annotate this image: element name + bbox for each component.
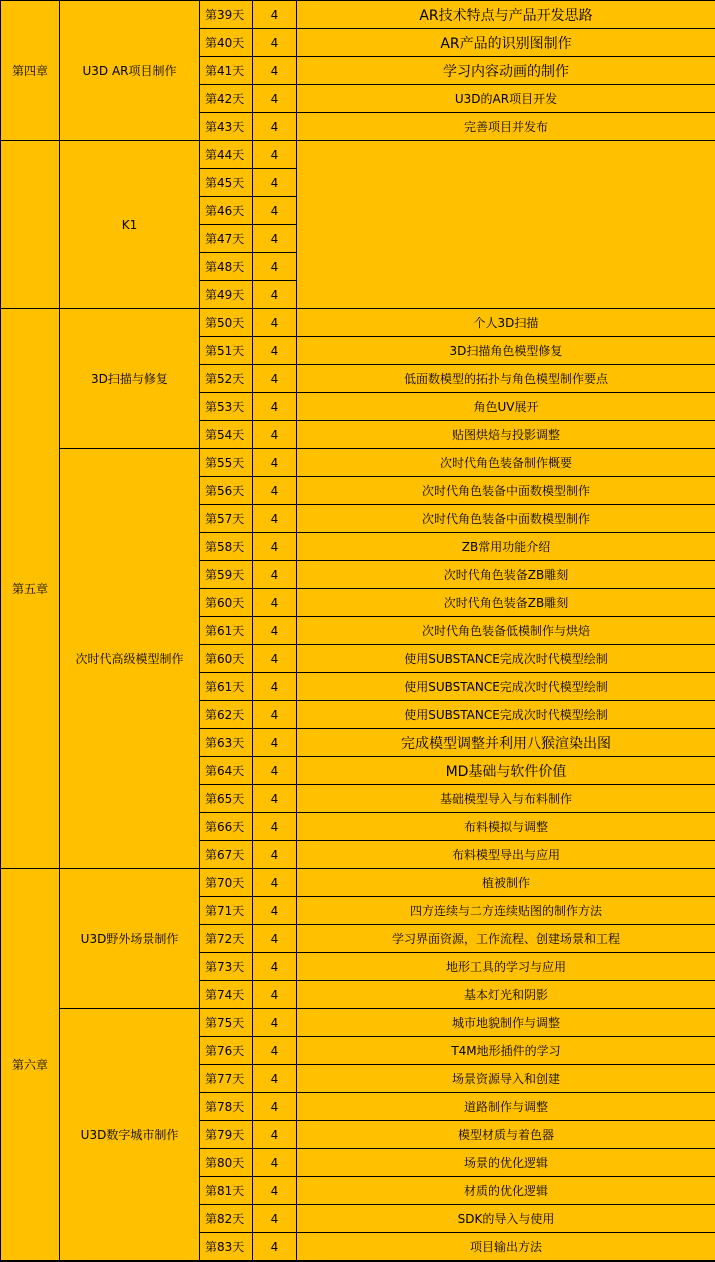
topic-cell: 次时代角色装备ZB雕刻	[297, 561, 715, 589]
day-cell: 第76天	[200, 1037, 253, 1065]
day-cell: 第65天	[200, 785, 253, 813]
topic-cell: 3D扫描角色模型修复	[297, 337, 715, 365]
topic-cell: 植被制作	[297, 869, 715, 897]
module-cell: 3D扫描与修复	[60, 309, 200, 449]
day-cell: 第46天	[200, 197, 253, 225]
topic-cell: 地形工具的学习与应用	[297, 953, 715, 981]
day-cell: 第72天	[200, 925, 253, 953]
topic-cell: 场景的优化逻辑	[297, 1149, 715, 1177]
chapter-cell: 第四章	[1, 1, 60, 141]
hours-cell: 4	[253, 505, 297, 533]
hours-cell: 4	[253, 1149, 297, 1177]
hours-cell: 4	[253, 1065, 297, 1093]
day-cell: 第80天	[200, 1149, 253, 1177]
day-cell: 第39天	[200, 1, 253, 29]
table-row	[1, 309, 715, 337]
hours-cell: 4	[253, 365, 297, 393]
day-cell: 第57天	[200, 505, 253, 533]
topic-cell: 基本灯光和阴影	[297, 981, 715, 1009]
table-row	[1, 449, 715, 477]
day-cell: 第60天	[200, 589, 253, 617]
day-cell: 第55天	[200, 449, 253, 477]
hours-cell: 4	[253, 1233, 297, 1261]
hours-cell: 4	[253, 197, 297, 225]
topic-cell: 贴图烘焙与投影调整	[297, 421, 715, 449]
hours-cell: 4	[253, 477, 297, 505]
topic-cell	[297, 141, 715, 309]
table-row	[1, 1, 715, 29]
topic-cell: 场景资源导入和创建	[297, 1065, 715, 1093]
topic-cell: 四方连续与二方连续贴图的制作方法	[297, 897, 715, 925]
hours-cell: 4	[253, 29, 297, 57]
hours-cell: 4	[253, 1093, 297, 1121]
day-cell: 第71天	[200, 897, 253, 925]
topic-cell: 次时代角色装备中面数模型制作	[297, 505, 715, 533]
hours-cell: 4	[253, 785, 297, 813]
topic-cell: 角色UV展开	[297, 393, 715, 421]
hours-cell: 4	[253, 841, 297, 869]
hours-cell: 4	[253, 169, 297, 197]
hours-cell: 4	[253, 1121, 297, 1149]
hours-cell: 4	[253, 925, 297, 953]
topic-cell: ZB常用功能介绍	[297, 533, 715, 561]
hours-cell: 4	[253, 393, 297, 421]
topic-cell: 模型材质与着色器	[297, 1121, 715, 1149]
day-cell: 第79天	[200, 1121, 253, 1149]
hours-cell: 4	[253, 225, 297, 253]
topic-cell: 次时代角色装备制作概要	[297, 449, 715, 477]
hours-cell: 4	[253, 309, 297, 337]
topic-cell: 基础模型导入与布料制作	[297, 785, 715, 813]
topic-cell: 使用SUBSTANCE完成次时代模型绘制	[297, 673, 715, 701]
day-cell: 第78天	[200, 1093, 253, 1121]
hours-cell: 4	[253, 113, 297, 141]
day-cell: 第54天	[200, 421, 253, 449]
topic-cell: 使用SUBSTANCE完成次时代模型绘制	[297, 645, 715, 673]
day-cell: 第53天	[200, 393, 253, 421]
hours-cell: 4	[253, 589, 297, 617]
topic-cell: SDK的导入与使用	[297, 1205, 715, 1233]
module-cell: U3D AR项目制作	[60, 1, 200, 141]
table-row	[1, 1009, 715, 1037]
day-cell: 第41天	[200, 57, 253, 85]
day-cell: 第58天	[200, 533, 253, 561]
table-row	[1, 869, 715, 897]
hours-cell: 4	[253, 421, 297, 449]
topic-cell: 城市地貌制作与调整	[297, 1009, 715, 1037]
chapter-cell: 第五章	[1, 309, 60, 869]
day-cell: 第60天	[200, 645, 253, 673]
day-cell: 第66天	[200, 813, 253, 841]
day-cell: 第42天	[200, 85, 253, 113]
hours-cell: 4	[253, 729, 297, 757]
hours-cell: 4	[253, 1009, 297, 1037]
hours-cell: 4	[253, 701, 297, 729]
table-row	[1, 141, 715, 169]
day-cell: 第51天	[200, 337, 253, 365]
topic-cell: 次时代角色装备ZB雕刻	[297, 589, 715, 617]
hours-cell: 4	[253, 869, 297, 897]
topic-cell: 次时代角色装备中面数模型制作	[297, 477, 715, 505]
day-cell: 第48天	[200, 253, 253, 281]
topic-cell: 布料模拟与调整	[297, 813, 715, 841]
day-cell: 第59天	[200, 561, 253, 589]
topic-cell: MD基础与软件价值	[297, 757, 715, 785]
day-cell: 第75天	[200, 1009, 253, 1037]
day-cell: 第61天	[200, 617, 253, 645]
hours-cell: 4	[253, 281, 297, 309]
topic-cell: 学习界面资源，工作流程、创建场景和工程	[297, 925, 715, 953]
hours-cell: 4	[253, 57, 297, 85]
module-cell: U3D数字城市制作	[60, 1009, 200, 1261]
topic-cell: T4M地形插件的学习	[297, 1037, 715, 1065]
chapter-cell: 第六章	[1, 869, 60, 1261]
module-cell: 次时代高级模型制作	[60, 449, 200, 869]
topic-cell: 材质的优化逻辑	[297, 1177, 715, 1205]
day-cell: 第40天	[200, 29, 253, 57]
module-cell: U3D野外场景制作	[60, 869, 200, 1009]
day-cell: 第56天	[200, 477, 253, 505]
day-cell: 第45天	[200, 169, 253, 197]
hours-cell: 4	[253, 953, 297, 981]
topic-cell: 完成模型调整并利用八猴渲染出图	[297, 729, 715, 757]
topic-cell: AR技术特点与产品开发思路	[297, 1, 715, 29]
topic-cell: 项目输出方法	[297, 1233, 715, 1261]
hours-cell: 4	[253, 813, 297, 841]
topic-cell: 布料模型导出与应用	[297, 841, 715, 869]
day-cell: 第63天	[200, 729, 253, 757]
hours-cell: 4	[253, 757, 297, 785]
hours-cell: 4	[253, 561, 297, 589]
day-cell: 第74天	[200, 981, 253, 1009]
day-cell: 第47天	[200, 225, 253, 253]
day-cell: 第61天	[200, 673, 253, 701]
hours-cell: 4	[253, 449, 297, 477]
hours-cell: 4	[253, 617, 297, 645]
topic-cell: 学习内容动画的制作	[297, 57, 715, 85]
topic-cell: 个人3D扫描	[297, 309, 715, 337]
topic-cell: U3D的AR项目开发	[297, 85, 715, 113]
hours-cell: 4	[253, 141, 297, 169]
hours-cell: 4	[253, 1177, 297, 1205]
topic-cell: 使用SUBSTANCE完成次时代模型绘制	[297, 701, 715, 729]
hours-cell: 4	[253, 337, 297, 365]
day-cell: 第83天	[200, 1233, 253, 1261]
hours-cell: 4	[253, 533, 297, 561]
day-cell: 第73天	[200, 953, 253, 981]
hours-cell: 4	[253, 1205, 297, 1233]
topic-cell: 完善项目并发布	[297, 113, 715, 141]
day-cell: 第44天	[200, 141, 253, 169]
day-cell: 第70天	[200, 869, 253, 897]
day-cell: 第81天	[200, 1177, 253, 1205]
day-cell: 第52天	[200, 365, 253, 393]
topic-cell: 道路制作与调整	[297, 1093, 715, 1121]
day-cell: 第49天	[200, 281, 253, 309]
day-cell: 第64天	[200, 757, 253, 785]
hours-cell: 4	[253, 981, 297, 1009]
module-cell: K1	[60, 141, 200, 309]
hours-cell: 4	[253, 645, 297, 673]
topic-cell: AR产品的识别图制作	[297, 29, 715, 57]
hours-cell: 4	[253, 85, 297, 113]
topic-cell: 次时代角色装备低模制作与烘焙	[297, 617, 715, 645]
day-cell: 第43天	[200, 113, 253, 141]
day-cell: 第67天	[200, 841, 253, 869]
day-cell: 第77天	[200, 1065, 253, 1093]
hours-cell: 4	[253, 1, 297, 29]
hours-cell: 4	[253, 673, 297, 701]
hours-cell: 4	[253, 897, 297, 925]
topic-cell: 低面数模型的拓扑与角色模型制作要点	[297, 365, 715, 393]
day-cell: 第50天	[200, 309, 253, 337]
chapter-cell	[1, 141, 60, 309]
day-cell: 第62天	[200, 701, 253, 729]
day-cell: 第82天	[200, 1205, 253, 1233]
hours-cell: 4	[253, 253, 297, 281]
hours-cell: 4	[253, 1037, 297, 1065]
